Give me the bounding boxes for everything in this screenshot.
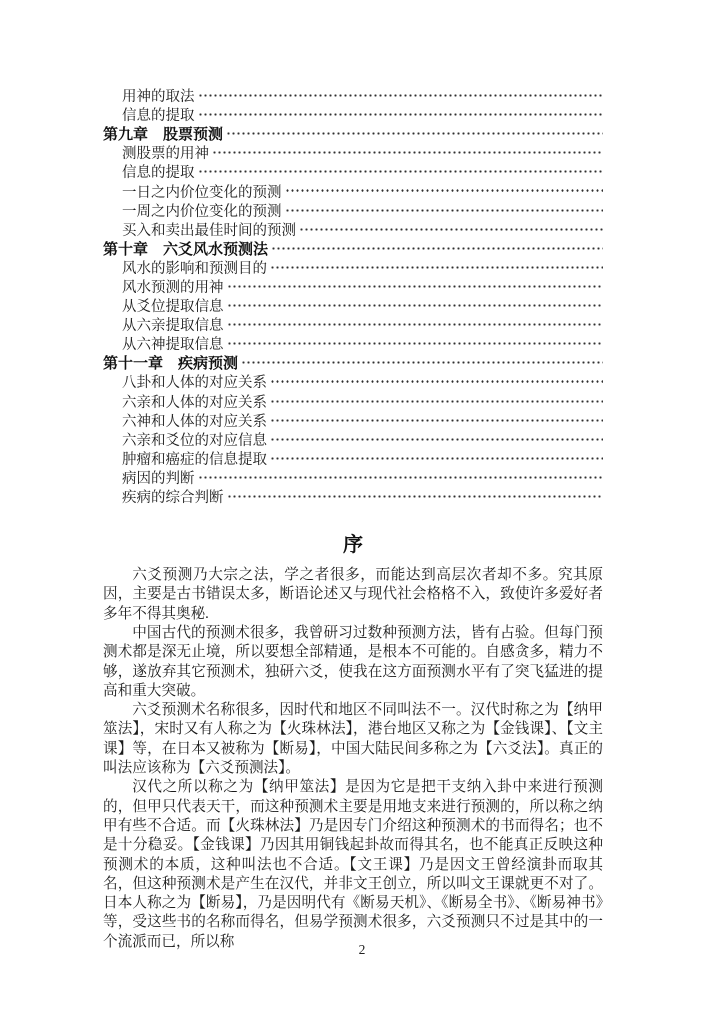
toc-entry	[103, 296, 603, 315]
dot-leader	[198, 105, 604, 124]
toc-entry	[103, 372, 603, 391]
toc-entry	[103, 86, 603, 105]
preface-paragraph: 六爻预测术名称很多，因时代和地区不同叫法不一。汉代时称之为【纳甲筮法】，宋时又有人称之为【火珠林法】，港台地区又称之为【金钱课】、【文主课】等，在日本又被称为【断易】，中国大陆民间多称之为【六爻法】。真正的叫法应该称为【六爻预测法】。	[103, 702, 603, 777]
dot-leader	[227, 315, 604, 334]
dot-leader	[227, 277, 604, 296]
toc-entry-label: 一日之内价位变化的预测	[122, 184, 282, 201]
dot-leader	[227, 296, 604, 315]
dot-leader	[241, 353, 603, 372]
toc-entry-label: 信息的提取	[122, 165, 195, 182]
preface-paragraph: 中国古代的预测术很多，我曾研习过数种预测方法，皆有占验。但每门预测术都是深无止境，所以要想全部精通，是根本不可能的。自感贪多，精力不够，遂放弃其它预测术，独研六爻，使我在这方面预测水平有了突飞猛进的提高和重大突破。	[103, 624, 603, 699]
toc-entry	[103, 411, 603, 430]
toc-entry-label: 用神的取法	[122, 89, 195, 106]
toc-chapter-label: 第十一章 疾病预测	[103, 356, 239, 373]
toc-chapter-entry	[103, 353, 603, 372]
toc-entry	[103, 143, 603, 162]
toc-entry	[103, 105, 603, 124]
toc-entry	[103, 181, 603, 200]
toc-chapter-entry	[103, 124, 603, 143]
dot-leader	[270, 430, 603, 449]
toc-entry	[103, 430, 603, 449]
table-of-contents	[103, 86, 603, 506]
toc-entry-label: 疾病的综合判断	[122, 490, 224, 507]
toc-entry-label: 风水预测的用神	[122, 279, 224, 296]
toc-entry-label: 风水的影响和预测目的	[122, 260, 267, 277]
dot-leader	[270, 392, 603, 411]
toc-entry-label: 一周之内价位变化的预测	[122, 203, 282, 220]
toc-entry	[103, 449, 603, 468]
dot-leader	[270, 258, 603, 277]
toc-chapter-label: 第九章 股票预测	[103, 127, 224, 144]
dot-leader	[270, 449, 603, 468]
toc-chapter-entry	[103, 239, 603, 258]
dot-leader	[285, 201, 604, 220]
toc-chapter-label: 第十章 六爻风水预测法	[103, 241, 269, 258]
toc-entry-label: 八卦和人体的对应关系	[122, 375, 267, 392]
toc-entry-label: 六亲和人体的对应关系	[122, 394, 267, 411]
toc-entry-label: 从六神提取信息	[122, 337, 224, 354]
toc-entry	[103, 487, 603, 506]
toc-entry	[103, 315, 603, 334]
dot-leader	[226, 124, 603, 143]
dot-leader	[227, 334, 604, 353]
toc-entry-label: 买入和卖出最佳时间的预测	[122, 222, 296, 239]
toc-entry	[103, 277, 603, 296]
toc-entry	[103, 220, 603, 239]
toc-entry	[103, 334, 603, 353]
dot-leader	[198, 162, 604, 181]
toc-entry	[103, 392, 603, 411]
toc-entry-label: 肿瘤和癌症的信息提取	[122, 451, 267, 468]
toc-entry-label: 从爻位提取信息	[122, 299, 224, 316]
dot-leader	[198, 86, 604, 105]
toc-entry-label: 六神和人体的对应关系	[122, 413, 267, 430]
toc-entry	[103, 201, 603, 220]
page-number: 2	[358, 942, 366, 957]
dot-leader	[271, 239, 603, 258]
toc-entry	[103, 258, 603, 277]
dot-leader	[270, 411, 603, 430]
page-content	[103, 86, 603, 952]
toc-entry-label: 六亲和爻位的对应信息	[122, 432, 267, 449]
dot-leader	[212, 143, 603, 162]
dot-leader	[198, 468, 604, 487]
dot-leader	[270, 372, 603, 391]
toc-entry	[103, 162, 603, 181]
toc-entry-label: 病因的判断	[122, 470, 195, 487]
dot-leader	[299, 220, 603, 239]
preface-paragraph: 汉代之所以称之为【纳甲筮法】是因为它是把干支纳入卦中来进行预测的，但甲只代表天干，而这种预测术主要是用地支来进行预测的，所以称之纳甲有些不合适。而【火珠林法】乃是因专门介绍这种预测术的书而得名；也不是十分稳妥。【金钱课】乃因其用铜钱起卦故而得其名，也不能真正反映这种预测术的本质，这种叫法也不合适。【文王课】乃是因文王曾经演卦而取其名，但这种预测术是产生在汉代，并非文王创立，所以叫文王课就更不对了。日本人称之为【断易】，乃是因明代有《断易天机》、《断易全书》、《断易神书》等，受这些书的名称而得名，但易学预测术很多，六爻预测只不过是其中的一个流派而已，所以称	[103, 779, 603, 950]
dot-leader	[227, 487, 604, 506]
preface-heading: 序	[343, 534, 363, 557]
toc-entry-label: 信息的提取	[122, 108, 195, 125]
preface-body	[103, 566, 603, 952]
toc-entry	[103, 468, 603, 487]
toc-entry-label: 从六亲提取信息	[122, 318, 224, 335]
preface-paragraph: 六爻预测乃大宗之法，学之者很多，而能达到高层次者却不多。究其原因，主要是古书错误太多，断语论述又与现代社会格格不入，致使许多爱好者多年不得其奥秘.	[103, 567, 603, 622]
dot-leader	[285, 181, 604, 200]
toc-entry-label: 测股票的用神	[122, 146, 209, 163]
